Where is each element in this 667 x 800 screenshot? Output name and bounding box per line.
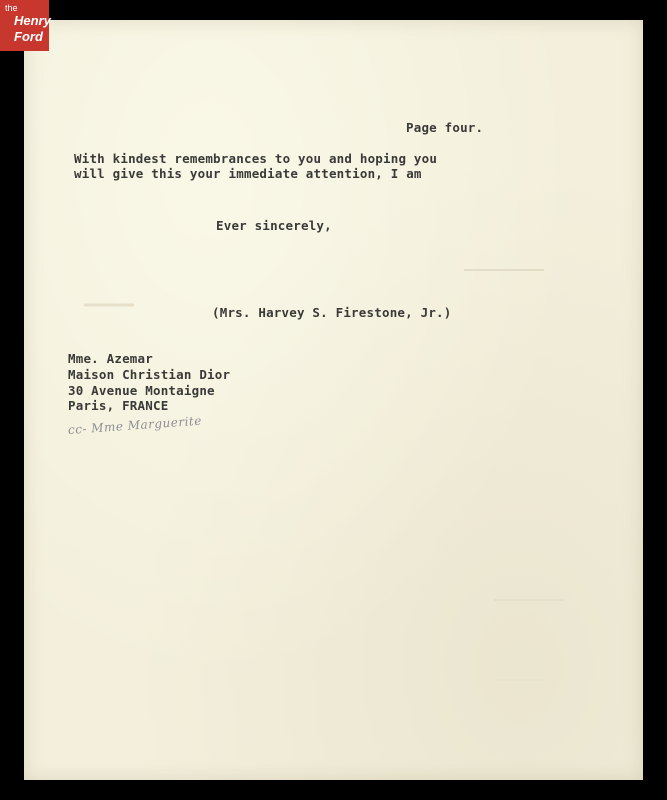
henry-ford-logo <box>0 0 49 51</box>
signature-name: (Mrs. Harvey S. Firestone, Jr.) <box>212 305 452 320</box>
letter-page <box>24 20 643 780</box>
body-line-1: With kindest remembrances to you and hoping you <box>74 151 438 166</box>
logo-word-the: the <box>5 3 18 13</box>
address-line-1: Mme. Azemar <box>68 351 153 366</box>
logo-word-henry: Henry <box>14 13 51 28</box>
address-line-2: Maison Christian Dior <box>68 367 231 382</box>
body-line-2: will give this your immediate attention, I am <box>74 166 422 181</box>
closing-salutation: Ever sincerely, <box>216 218 332 233</box>
paper-texture <box>24 20 643 780</box>
handwritten-cc-note: cc- Mme Marguerite <box>67 413 203 437</box>
logo-word-ford: Ford <box>14 29 43 44</box>
address-line-3: 30 Avenue Montaigne <box>68 383 215 398</box>
page-number-label: Page four. <box>406 120 484 135</box>
address-line-4: Paris, FRANCE <box>68 398 169 413</box>
